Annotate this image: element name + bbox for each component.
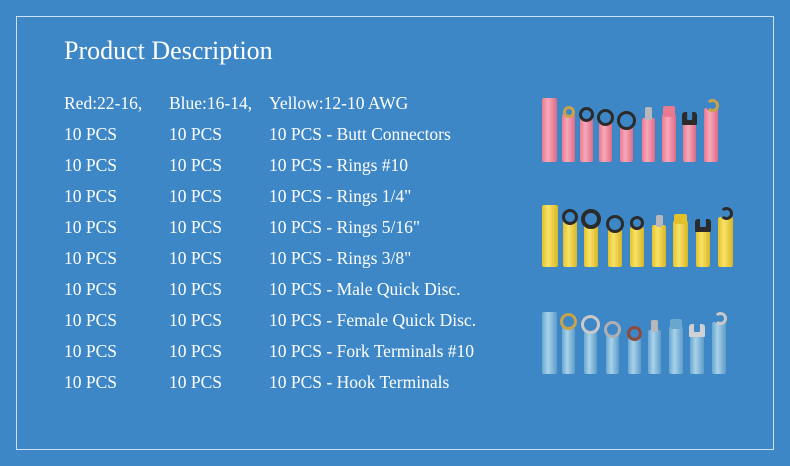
header-col-yellow: Yellow:12-10 AWG [269, 93, 409, 113]
cell-blue-qty: 10 PCS [169, 186, 223, 206]
table-row [64, 243, 534, 274]
cell-red-qty: 10 PCS [64, 155, 118, 175]
cell-yellow-qty-desc: 10 PCS - Rings 3/8" [269, 248, 412, 268]
cell-yellow-qty-desc: 10 PCS - Rings 1/4" [269, 186, 412, 206]
cell-blue-qty: 10 PCS [169, 279, 223, 299]
cell-yellow-qty-desc: 10 PCS - Rings 5/16" [269, 217, 421, 237]
table-row [64, 367, 534, 398]
cell-blue-qty: 10 PCS [169, 248, 223, 268]
cell-yellow-qty-desc: 10 PCS - Female Quick Disc. [269, 310, 477, 330]
cell-yellow-qty-desc: 10 PCS - Rings #10 [269, 155, 409, 175]
cell-blue-qty: 10 PCS [169, 310, 223, 330]
spec-table [64, 88, 534, 398]
cell-yellow-qty-desc: 10 PCS - Hook Terminals [269, 372, 450, 392]
cell-red-qty: 10 PCS [64, 341, 118, 361]
page-title: Product Description [64, 36, 273, 65]
cell-blue-qty: 10 PCS [169, 217, 223, 237]
header-col-blue: Blue:16-14, [169, 93, 253, 113]
product-photo [540, 60, 765, 390]
red-terminals-row [540, 70, 765, 170]
cell-red-qty: 10 PCS [64, 186, 118, 206]
cell-red-qty: 10 PCS [64, 279, 118, 299]
blue-terminals-row [540, 282, 765, 382]
cell-red-qty: 10 PCS [64, 124, 118, 144]
table-row [64, 274, 534, 305]
table-row [64, 119, 534, 150]
cell-red-qty: 10 PCS [64, 310, 118, 330]
yellow-terminals-row [540, 175, 765, 275]
header-col-red: Red:22-16, [64, 93, 143, 113]
cell-yellow-qty-desc: 10 PCS - Butt Connectors [269, 124, 451, 144]
cell-red-qty: 10 PCS [64, 217, 118, 237]
table-header-row [64, 88, 534, 119]
table-row [64, 212, 534, 243]
cell-blue-qty: 10 PCS [169, 124, 223, 144]
cell-yellow-qty-desc: 10 PCS - Fork Terminals #10 [269, 341, 475, 361]
table-row [64, 305, 534, 336]
cell-blue-qty: 10 PCS [169, 155, 223, 175]
cell-red-qty: 10 PCS [64, 372, 118, 392]
cell-blue-qty: 10 PCS [169, 372, 223, 392]
cell-red-qty: 10 PCS [64, 248, 118, 268]
table-row [64, 336, 534, 367]
table-row [64, 150, 534, 181]
table-row [64, 181, 534, 212]
cell-blue-qty: 10 PCS [169, 341, 223, 361]
cell-yellow-qty-desc: 10 PCS - Male Quick Disc. [269, 279, 461, 299]
